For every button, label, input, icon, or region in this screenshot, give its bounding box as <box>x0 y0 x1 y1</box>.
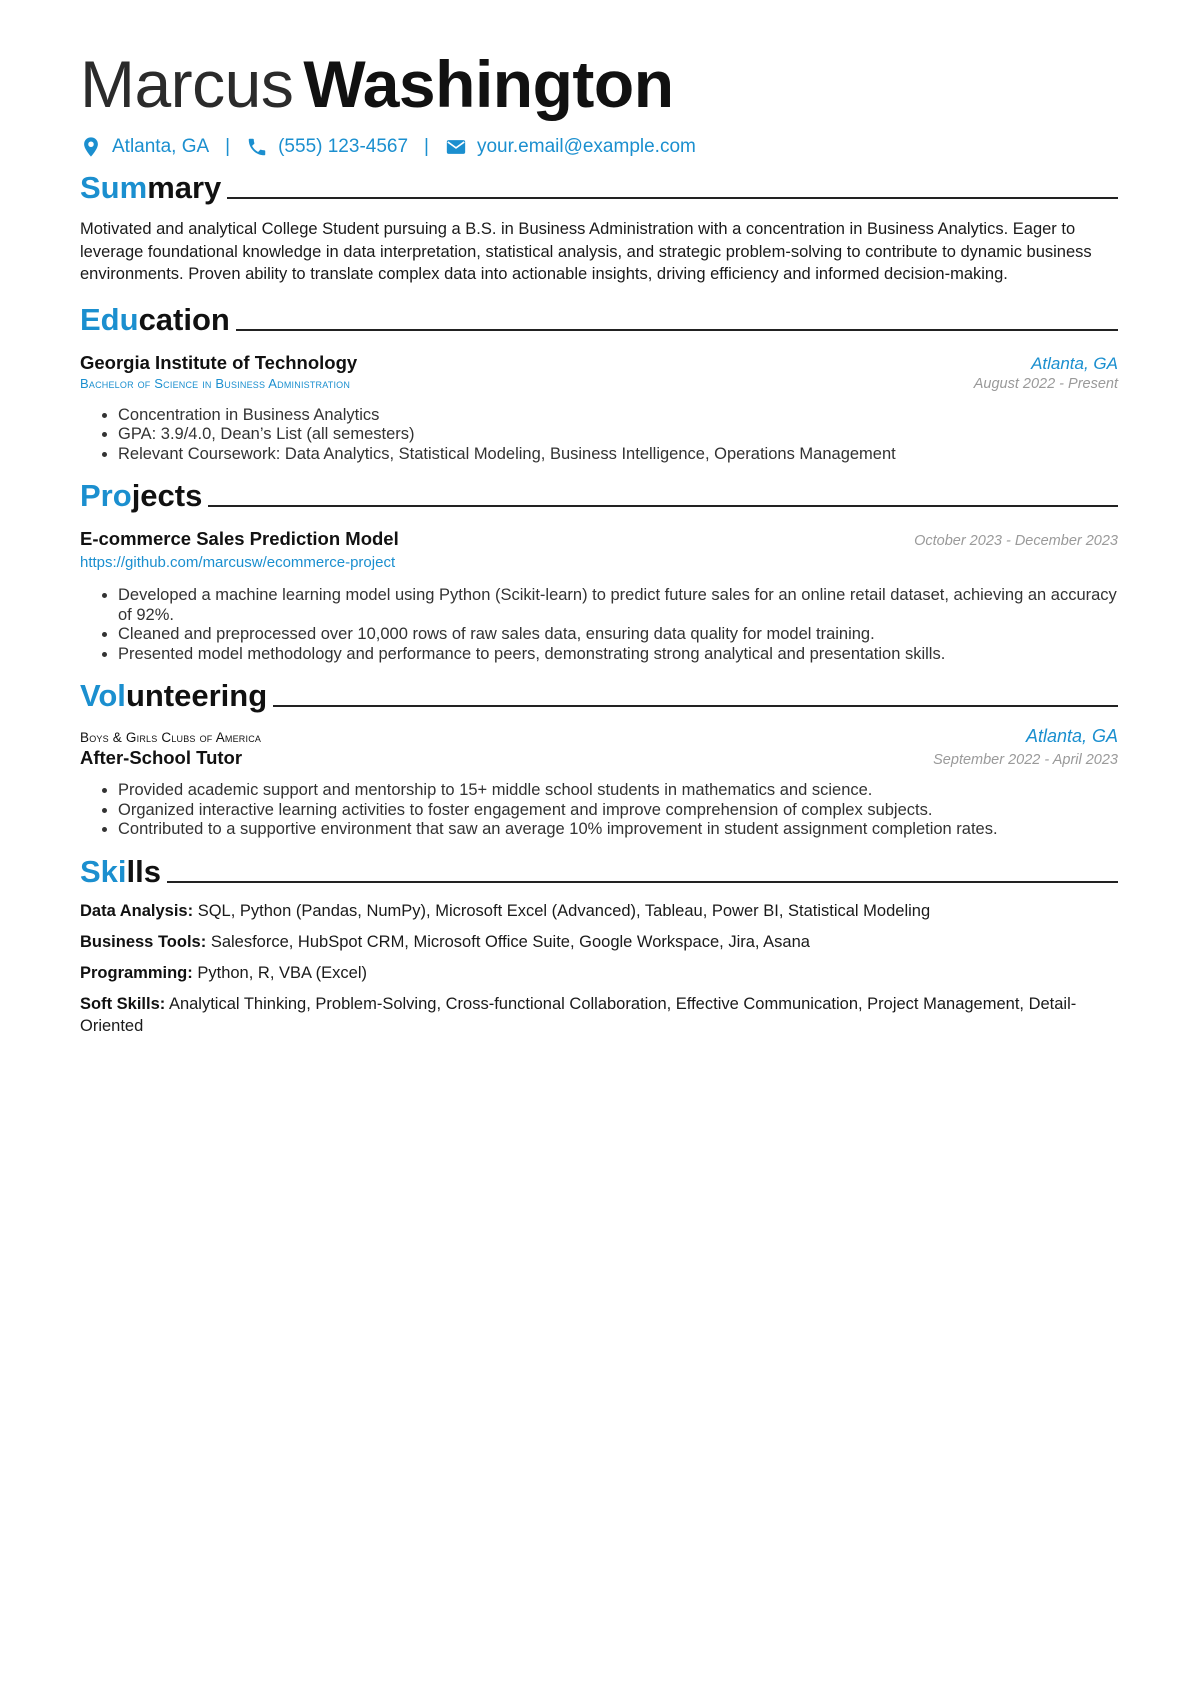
summary-title-rest: mary <box>147 170 222 205</box>
projects-title-accent: Pro <box>80 478 132 513</box>
skill-line <box>80 962 1118 984</box>
resume-page <box>80 0 1118 1037</box>
list-item: • Presented model methodology and performance to peers, demonstrating strong analytical and presentation skills. <box>118 645 1118 665</box>
location-text: Atlanta, GA <box>112 136 210 157</box>
list-item: • GPA: 3.9/4.0, Dean’s List (all semesters) <box>118 425 1118 445</box>
volunteer-location: Atlanta, GA <box>1025 726 1118 746</box>
education-heading <box>80 298 1118 338</box>
skills-title-accent: Ski <box>80 853 127 889</box>
volunteer-bullets <box>80 781 1118 840</box>
skill-label: Programming: <box>80 963 193 982</box>
contact-line <box>80 132 1118 162</box>
education-dates: August 2022 - Present <box>973 375 1118 392</box>
summary-heading <box>80 166 1118 206</box>
skill-line <box>80 993 1118 1037</box>
section-divider <box>273 705 1118 707</box>
contact-separator: | <box>225 136 231 157</box>
volunteer-organization: Boys & Girls Clubs of America <box>80 730 262 745</box>
project-dates: October 2023 - December 2023 <box>914 533 1118 549</box>
skill-label: Data Analysis: <box>80 901 194 920</box>
first-name: Marcus <box>80 47 294 121</box>
envelope-icon <box>445 136 467 158</box>
last-name: Washington <box>303 47 674 121</box>
list-item: • Provided academic support and mentorship to 15+ middle school students in mathematics and science. <box>118 781 1118 801</box>
skills-heading <box>80 850 1118 890</box>
education-bullets <box>80 406 1118 465</box>
email-link[interactable]: your.email@example.com <box>476 136 696 157</box>
list-item: • Contributed to a supportive environment that saw an average 10% improvement in student assignment completion rates. <box>118 820 1118 840</box>
skills-title-rest: lls <box>126 853 161 889</box>
projects-heading <box>80 474 1118 514</box>
section-divider <box>208 505 1118 507</box>
volunteering-title-accent: Vol <box>80 678 126 713</box>
degree: Bachelor of Science in Business Administration <box>80 375 351 391</box>
list-item: • Cleaned and preprocessed over 10,000 rows of raw sales data, ensuring data quality for model training. <box>118 625 1118 645</box>
list-item: • Concentration in Business Analytics <box>118 406 1118 426</box>
projects-title-rest: jects <box>131 478 203 513</box>
map-marker-icon <box>80 136 102 158</box>
volunteering-heading <box>80 674 1118 714</box>
contact-location <box>80 136 209 158</box>
skill-label: Soft Skills: <box>80 994 166 1013</box>
project-link[interactable]: https://github.com/marcusw/ecommerce-project <box>80 554 396 571</box>
volunteer-dates: September 2022 - April 2023 <box>933 752 1118 768</box>
section-divider <box>227 197 1118 199</box>
education-title-rest: cation <box>138 301 230 337</box>
phone-icon <box>246 136 268 158</box>
list-item: • Relevant Coursework: Data Analytics, Statistical Modeling, Business Intelligence, Operations Management <box>118 445 1118 465</box>
list-item: • Developed a machine learning model using Python (Scikit-learn) to predict future sales for an online retail dataset, achieving an accuracy of 92%. <box>118 586 1118 625</box>
contact-separator: | <box>424 136 429 157</box>
section-divider <box>236 329 1118 331</box>
summary-text: Motivated and analytical College Student pursuing a B.S. in Business Administration with a concentration in Business Analytics. Eager to leverage foundational knowledge in data interpretation, statistical analysis, and strategic problem-solving to contribute to dynamic business environments. Proven ability to translate complex data into actionable insights, driving efficiency and informed decision-making. <box>80 220 1092 283</box>
project-name: E-commerce Sales Prediction Model <box>80 528 399 549</box>
contact-email[interactable] <box>445 136 696 158</box>
skill-value: Analytical Thinking, Problem-Solving, Cross-functional Collaboration, Effective Communication, Project Management, Detail-Oriented <box>80 994 1077 1035</box>
skill-label: Business Tools: <box>80 932 207 951</box>
volunteer-role: After-School Tutor <box>80 747 243 768</box>
full-name <box>80 46 1118 122</box>
summary-title-accent: Sum <box>80 170 148 205</box>
project-bullets <box>80 586 1118 664</box>
skill-value: SQL, Python (Pandas, NumPy), Microsoft Excel (Advanced), Tableau, Power BI, Statistical Modeling <box>197 901 931 920</box>
list-item: • Organized interactive learning activities to foster engagement and improve comprehension of complex subjects. <box>118 801 1118 821</box>
volunteering-title-rest: unteering <box>125 678 268 713</box>
skill-value: Python, R, VBA (Excel) <box>197 963 368 982</box>
section-divider <box>167 881 1118 883</box>
skill-value: Salesforce, HubSpot CRM, Microsoft Office Suite, Google Workspace, Jira, Asana <box>210 932 810 951</box>
school-name: Georgia Institute of Technology <box>80 351 358 373</box>
school-location: Atlanta, GA <box>1031 353 1118 373</box>
education-title-accent: Edu <box>80 301 139 337</box>
skill-line <box>80 931 1118 953</box>
contact-phone <box>246 136 408 158</box>
skill-line <box>80 900 1118 922</box>
phone-text: (555) 123-4567 <box>278 136 409 157</box>
